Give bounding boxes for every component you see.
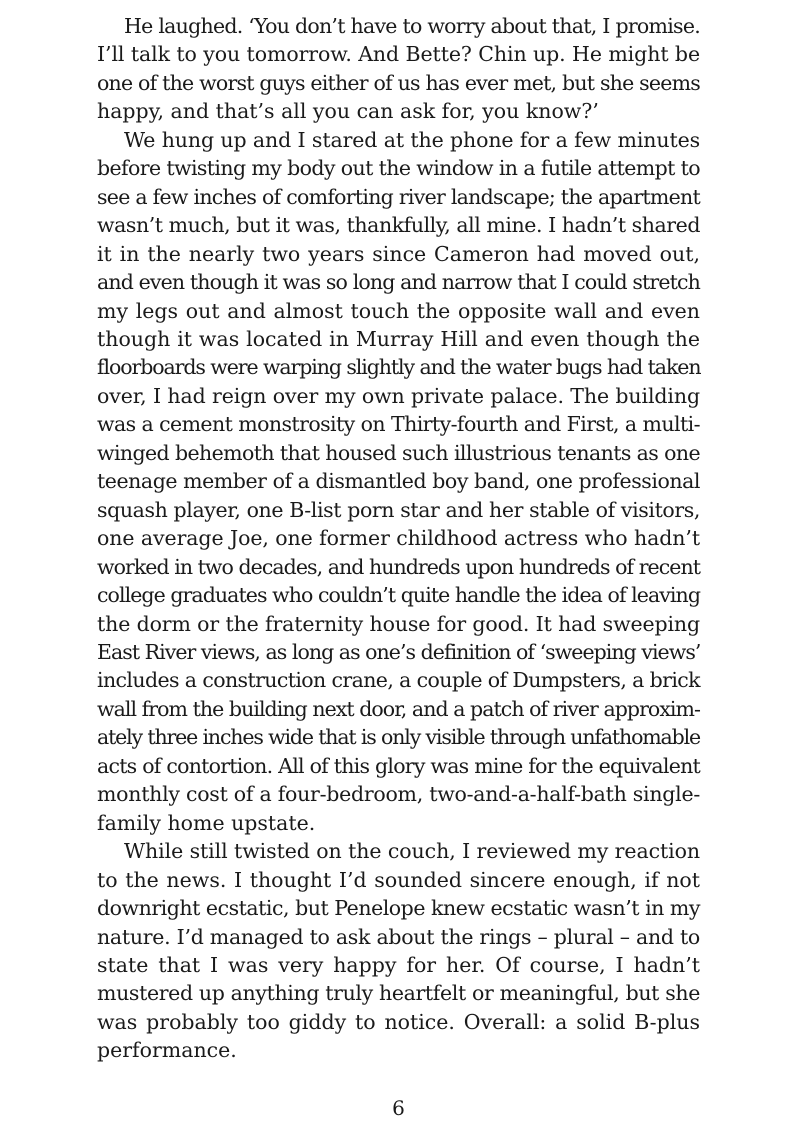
text-line: floorboards were warping slightly and the water bugs had taken [97,355,701,380]
text-line: We hung up and I stared at the phone for a few minutes [124,127,701,152]
text-line: mustered up anything truly heartfelt or meaningful, but she [97,981,700,1006]
text-line: teenage member of a dismantled boy band, one professional [97,469,700,494]
paragraph [97,837,700,1065]
text-line: before twisting my body out the window in a futile attempt to [97,156,701,181]
text-line: While still twisted on the couch, I reviewed my reaction [124,839,701,864]
text-line: squash player, one B-list porn star and her stable of visitors, [97,497,701,522]
text-line: see a few inches of comforting river landscape; the apartment [97,184,701,209]
text-line: to the news. I thought I’d sounded sincere enough, if not [97,867,700,892]
text-line: it in the nearly two years since Cameron had moved out, [97,241,700,266]
text-line: downright ecstatic, but Penelope knew ecstatic wasn’t in my [97,896,700,921]
paragraph [97,12,700,126]
text-line: wasn’t much, but it was, thankfully, all mine. I hadn’t shared [97,213,700,238]
text-line: wall from the building next door, and a patch of river approxim- [97,696,701,721]
text-line: winged behemoth that housed such illustrious tenants as one [97,440,700,465]
text-line: happy, and that’s all you can ask for, you know?’ [97,99,599,124]
text-line: East River views, as long as one’s definition of ‘sweeping views’ [97,639,701,664]
text-line: was probably too giddy to notice. Overall: a solid B-plus [97,1009,700,1034]
text-line: though it was located in Murray Hill and even though the [97,326,700,351]
text-line: state that I was very happy for her. Of course, I hadn’t [97,952,700,977]
text-line: was a cement monstrosity on Thirty-fourth and First, a multi- [97,412,700,437]
text-line: performance. [97,1038,237,1063]
text-line: I’ll talk to you tomorrow. And Bette? Chin up. He might be [97,42,700,67]
text-line: monthly cost of a four-bedroom, two-and-a-half-bath single- [97,782,700,807]
text-line: the dorm or the fraternity house for good. It had sweeping [97,611,700,636]
text-line: includes a construction crane, a couple of Dumpsters, a brick [97,668,700,693]
text-line: acts of contortion. All of this glory was mine for the equivalent [97,753,701,778]
paragraph [97,126,700,837]
text-line: one of the worst guys either of us has ever met, but she seems [97,70,701,95]
text-line: family home upstate. [97,810,316,835]
page-number: 6 [392,1096,405,1120]
text-line: nature. I’d managed to ask about the rings – plural – and to [97,924,701,949]
text-line: He laughed. ‘You don’t have to worry about that, I promise. [124,14,700,38]
text-line: and even though it was so long and narrow that I could stretch [97,270,700,295]
text-line: worked in two decades, and hundreds upon hundreds of recent [97,554,700,579]
text-line: one average Joe, one former childhood actress who hadn’t [97,526,700,551]
text-line: ately three inches wide that is only visible through unfathomable [97,725,700,750]
body-text [97,12,700,1065]
text-line: over, I had reign over my own private palace. The building [97,383,700,408]
text-line: college graduates who couldn’t quite handle the idea of leaving [97,583,701,608]
text-line: my legs out and almost touch the opposite wall and even [97,298,700,323]
